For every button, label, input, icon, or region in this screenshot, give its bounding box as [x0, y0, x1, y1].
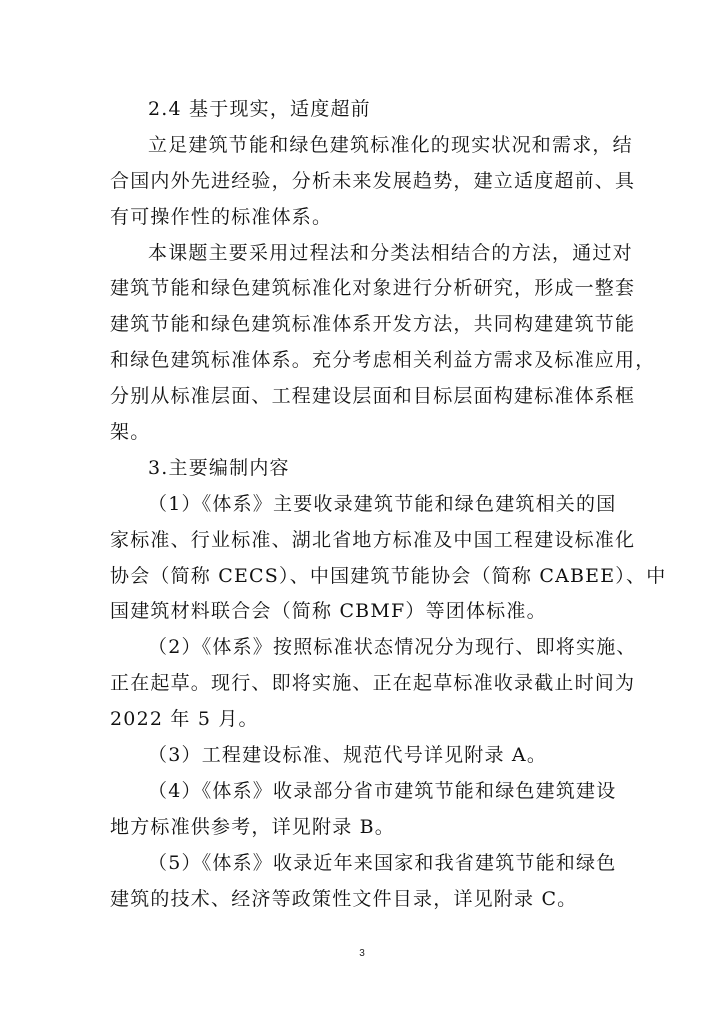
- text-line: 正在起草。现行、即将实施、正在起草标准收录截止时间为: [110, 672, 636, 695]
- text-line: 和绿色建筑标准体系。充分考虑相关利益方需求及标准应用，: [110, 349, 656, 372]
- text-line: 建筑节能和绿色建筑标准体系开发方法，共同构建建筑节能: [110, 313, 636, 336]
- text-line: 本课题主要采用过程法和分类法相结合的方法，通过对: [148, 241, 633, 264]
- text-line: 建筑节能和绿色建筑标准化对象进行分析研究，形成一整套: [110, 277, 636, 300]
- document-body: [110, 92, 667, 917]
- text-line: 协会（简称 CECS）、中国建筑节能协会（简称 CABEE）、中: [110, 564, 667, 587]
- text-line: 家标准、行业标准、湖北省地方标准及中国工程建设标准化: [110, 528, 636, 551]
- text-line: 3.主要编制内容: [148, 456, 290, 479]
- text-line: 有可操作性的标准体系。: [110, 205, 333, 228]
- text-line: 建筑的技术、经济等政策性文件目录，详见附录 C。: [110, 887, 578, 910]
- text-line: （3）工程建设标准、规范代号详见附录 A。: [148, 744, 548, 767]
- text-line: 分别从标准层面、工程建设层面和目标层面构建标准体系框: [110, 385, 636, 408]
- text-line: （1）《体系》主要收录建筑节能和绿色建筑相关的国: [148, 492, 617, 515]
- text-line: 国建筑材料联合会（简称 CBMF）等团体标准。: [110, 600, 547, 623]
- text-line: （4）《体系》收录部分省市建筑节能和绿色建筑建设: [148, 779, 617, 802]
- text-line: （2）《体系》按照标准状态情况分为现行、即将实施、: [148, 636, 637, 659]
- text-line: （5）《体系》收录近年来国家和我省建筑节能和绿色: [148, 851, 617, 874]
- page-number: 3: [359, 948, 365, 959]
- text-line: 立足建筑节能和绿色建筑标准化的现实状况和需求，结: [148, 133, 633, 156]
- text-line: 2.4 基于现实，适度超前: [148, 98, 371, 120]
- text-line: 2022 年 5 月。: [110, 708, 259, 731]
- text-line: 地方标准供参考，详见附录 B。: [110, 815, 396, 838]
- text-line: 架。: [110, 421, 151, 444]
- text-line: 合国内外先进经验，分析未来发展趋势，建立适度超前、具: [110, 169, 636, 192]
